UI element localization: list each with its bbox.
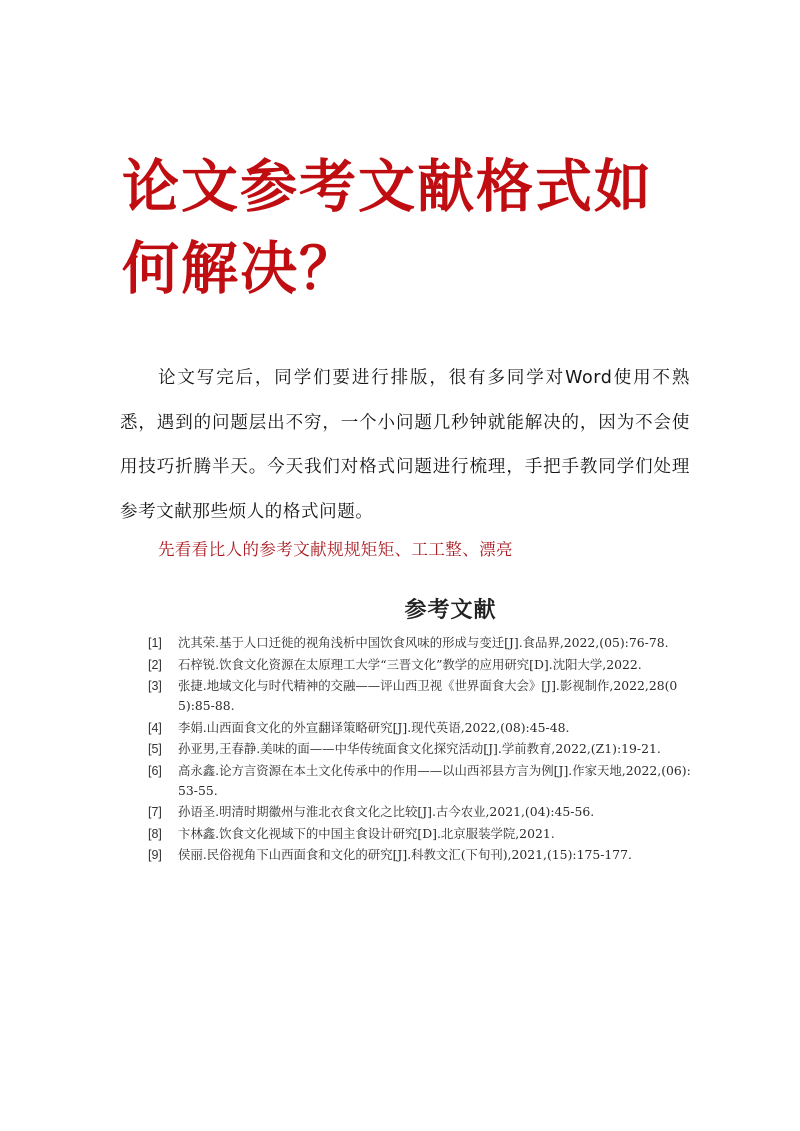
reference-item xyxy=(148,845,693,865)
reference-number: [8] xyxy=(148,826,162,841)
reference-text: 张捷.地域文化与时代精神的交融——评山西卫视《世界面食大会》[J].影视制作,2022,28(05):85-88. xyxy=(178,678,678,713)
reference-number: [2] xyxy=(148,657,162,672)
reference-text: 侯丽.民俗视角下山西面食和文化的研究[J].科教文汇(下旬刊),2021,(15):175-177. xyxy=(178,847,633,862)
reference-text: 孙亚男,王春静.美味的面——中华传统面食文化探究活动[J].学前教育,2022,(Z1):19-21. xyxy=(178,741,661,756)
reference-text: 卞林鑫.饮食文化视域下的中国主食设计研究[D].北京服装学院,2021. xyxy=(178,825,555,841)
reference-text: 孙语圣.明清时期徽州与淮北衣食文化之比较[J].古今农业,2021,(04):45-56. xyxy=(178,804,595,819)
reference-number: [4] xyxy=(148,720,162,735)
reference-number: [3] xyxy=(148,679,162,693)
reference-number: [1] xyxy=(148,636,162,650)
reference-text: 高永鑫.论方言资源在本土文化传承中的作用——以山西祁县方言为例[J].作家天地,2022,(06):53-55. xyxy=(178,762,691,798)
reference-number: [6] xyxy=(148,763,162,778)
reference-text: 石梓锐.饮食文化资源在太原理工大学“三晋文化”教学的应用研究[D].沈阳大学,2022. xyxy=(178,656,642,672)
intro-paragraph: 论文写完后，同学们要进行排版，很有多同学对Word使用不熟悉，遇到的问题层出不穷，一个小问题几秒钟就能解决的，因为不会使用技巧折腾半天。今天我们对格式问题进行梳理，手把手教同学们处理参考文献那些烦人的格式问题。 xyxy=(120,368,690,522)
references-sample-image xyxy=(148,594,693,867)
reference-item xyxy=(148,761,693,801)
section-subtitle: 先看看比人的参考文献规规矩矩、工工整、漂亮 xyxy=(158,540,513,559)
reference-number: [5] xyxy=(148,742,162,756)
reference-item xyxy=(148,718,693,738)
reference-text: 沈其荣.基于人口迁徙的视角浅析中国饮食风味的形成与变迁[J].食品界,2022,(05):76-78. xyxy=(178,635,669,650)
page-title: 论文参考文献格式如何解决？ xyxy=(122,154,653,302)
reference-item xyxy=(148,824,693,844)
reference-item xyxy=(148,739,693,759)
references-heading: 参考文献 xyxy=(404,598,497,623)
reference-item xyxy=(148,655,693,675)
reference-text: 李娟.山西面食文化的外宣翻译策略研究[J].现代英语,2022,(08):45-48. xyxy=(178,719,570,735)
reference-list xyxy=(148,633,693,865)
reference-item xyxy=(148,676,693,716)
reference-item xyxy=(148,633,693,653)
reference-number: [9] xyxy=(148,848,162,862)
reference-number: [7] xyxy=(148,805,162,819)
reference-item xyxy=(148,802,693,822)
